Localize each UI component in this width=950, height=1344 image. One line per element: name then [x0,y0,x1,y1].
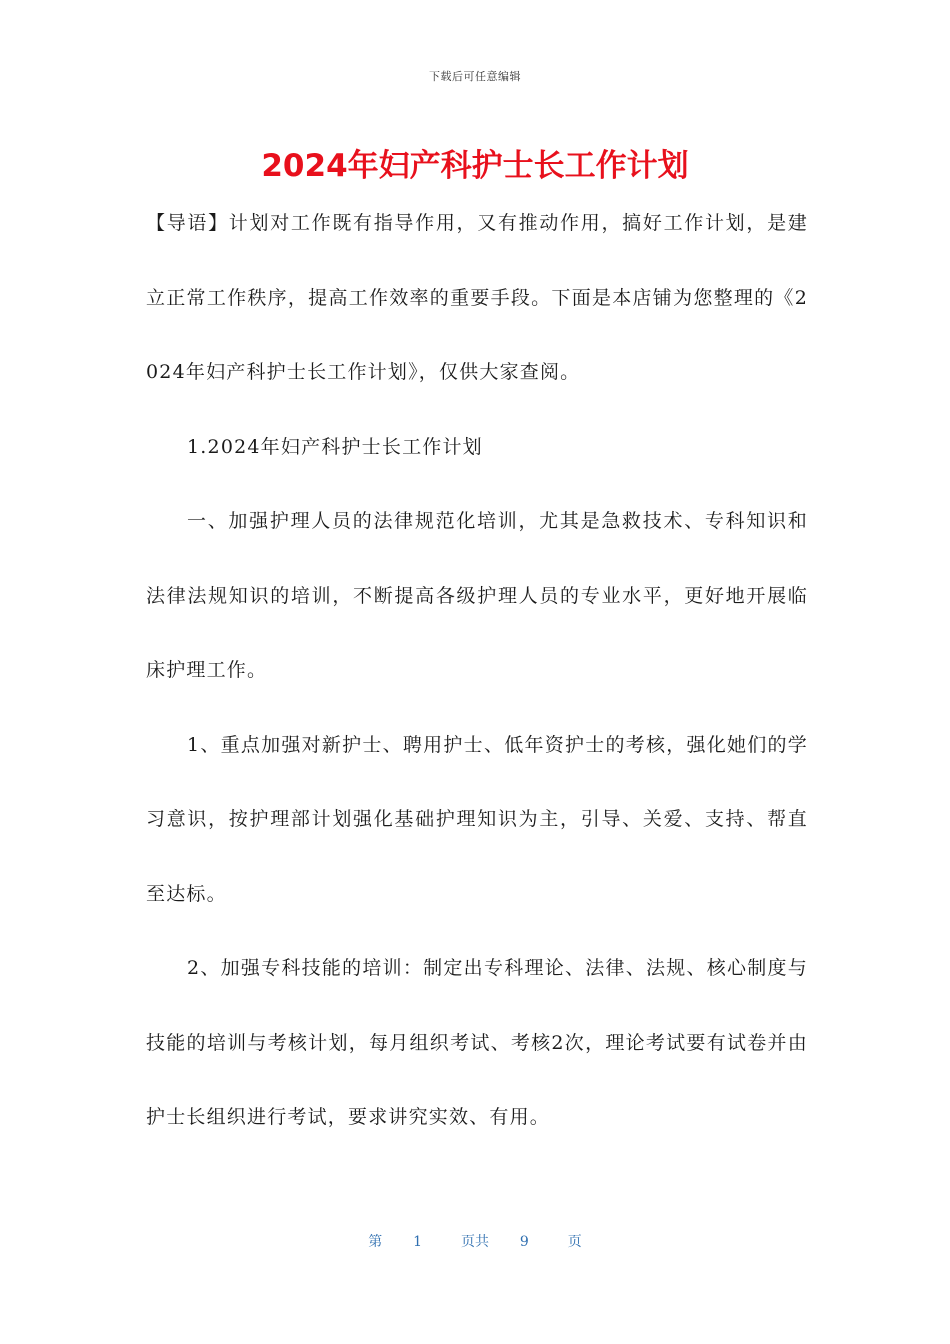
section-heading: 1.2024年妇产科护士长工作计划 [187,435,483,458]
body-paragraph: 一、加强护理人员的法律规范化培训，尤其是急救技术、专科知识和法律法规知识的培训，不断提高各级护理人员的专业水平，更好地开展临床护理工作。 [146,510,808,681]
body-paragraph: 2、加强专科技能的培训：制定出专科理论、法律、法规、核心制度与技能的培训与考核计划，每月组织考试、考核2次，理论考试要有试卷并由护士长组织进行考试，要求讲究实效、有用。 [146,957,808,1128]
page-footer [0,1231,950,1251]
header-note: 下载后可任意编辑 [429,70,521,83]
page-number: 1 [413,1234,423,1250]
page-total: 9 [519,1234,529,1250]
page-prefix: 第 [368,1234,383,1250]
page-suffix: 页 [567,1234,582,1250]
document-title: 2024年妇产科护士长工作计划 [261,148,689,184]
page-middle: 页共 [461,1234,489,1250]
document-body [146,186,808,1155]
intro-paragraph: 【导语】计划对工作既有指导作用，又有推动作用，搞好工作计划，是建立正常工作秩序，提高工作效率的重要手段。下面是本店铺为您整理的《2024年妇产科护士长工作计划》，仅供大家查阅。 [146,212,808,383]
body-paragraph: 1、重点加强对新护士、聘用护士、低年资护士的考核，强化她们的学习意识，按护理部计划强化基础护理知识为主，引导、关爱、支持、帮直至达标。 [146,733,808,905]
